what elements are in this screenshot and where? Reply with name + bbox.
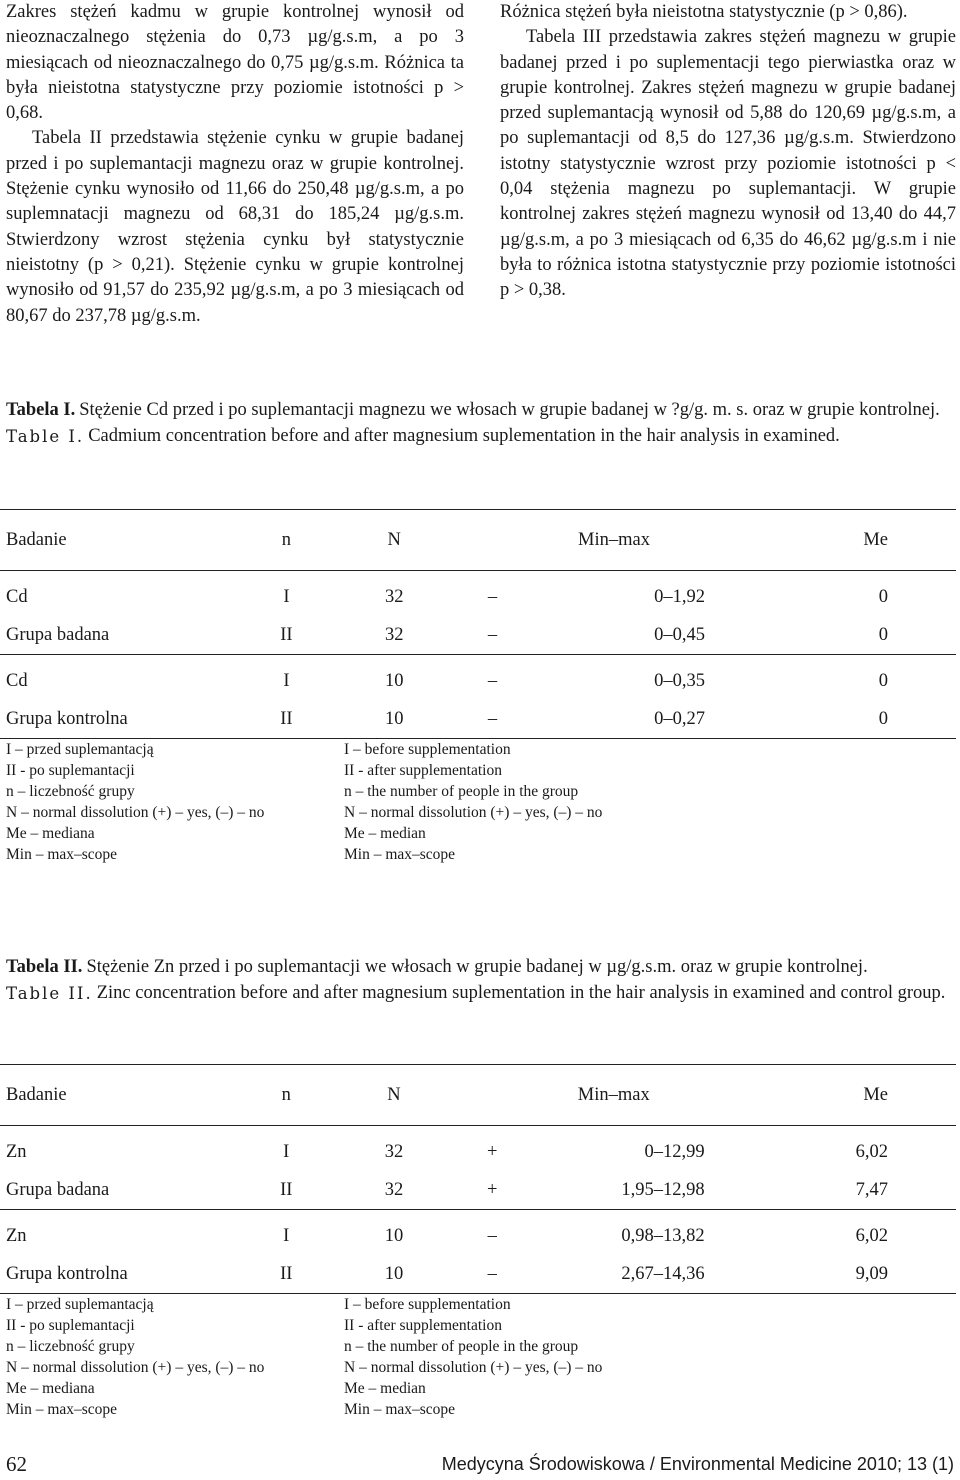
caption-text-en: Cadmium concentration before and after magnesium suplementation in the hair analysis in examined. <box>88 425 840 446</box>
table-header-row <box>0 510 956 571</box>
table-cell: Grupa kontrolna <box>0 1255 247 1294</box>
legend-item: Me – mediana <box>6 1380 95 1397</box>
paragraph: Tabela III przedstawia zakres stężeń magnezu w grupie badanej przed i po suplementacji tego pierwiastka oraz w grupie kontrolnej. Zakres stężeń magnezu w grupie badanej przed suplemantacją wynosił od 5,88 do 120,69 µg/g.s.m, a po suplemantacji od 8,5 do 127,36 µg/g.s.m. Stwierdzono istotny statystycznie wzrost przy poziomie istotności p < 0,04 stężenia magnezu po suplemantacji. W grupie kontrolnej zakres stężeń magnezu wynosił od 13,40 do 44,7 µg/g.s.m, a po 3 miesiącach od 6,35 do 46,62 µg/g.s.m i nie była to różnica istotna statystycznie przy poziomie istotności p > 0,38. <box>500 27 956 301</box>
table-cell: 0 <box>706 700 956 739</box>
table-cell: I <box>283 1225 290 1246</box>
table-cell: – <box>463 616 522 655</box>
page-footer <box>6 1452 954 1478</box>
caption-label-en: Table II. <box>6 983 93 1003</box>
table-cell: I <box>283 1141 290 1162</box>
table-1-caption <box>6 398 954 449</box>
table-cell: 0–0,45 <box>522 616 706 655</box>
caption-label-en: Table I. <box>6 426 85 446</box>
table-cell: 10 <box>384 670 404 691</box>
table-cell: – <box>487 586 498 607</box>
table-cell: Grupa kontrolna <box>0 700 247 739</box>
column-header: n <box>247 1065 325 1126</box>
column-header-empty <box>463 1065 522 1126</box>
caption-label-pl: Tabela II. <box>6 957 83 977</box>
legend-item: Min – max–scope <box>6 846 118 863</box>
paragraph: Różnica stężeń była nieistotna statystycznie (p > 0,86). <box>500 2 908 22</box>
table-cell: – <box>487 1225 497 1246</box>
table-cell: 1,95–12,98 <box>522 1171 706 1210</box>
table-cell: Cd <box>6 670 28 691</box>
legend-item: N – normal dissolution (+) – yes, (–) – no <box>6 804 265 821</box>
table-1 <box>0 509 956 739</box>
legend-item: N – normal dissolution (+) – yes, (–) – no <box>6 1359 265 1376</box>
legend-item: n – liczebność grupy <box>6 783 135 800</box>
legend-item: N – normal dissolution (+) – yes, (–) – no <box>344 1359 603 1376</box>
table-cell: – <box>463 700 522 739</box>
legend-item: I – przed suplemantacją <box>6 1296 154 1313</box>
legend-item: Me – median <box>344 1380 426 1397</box>
table-cell: 10 <box>384 1225 404 1246</box>
table-cell: 0–12,99 <box>644 1141 705 1162</box>
table-cell: 32 <box>384 1141 404 1162</box>
table-cell: 0–0,27 <box>522 700 706 739</box>
table-row <box>0 1126 956 1172</box>
column-header: n <box>247 510 325 571</box>
column-header: Badanie <box>0 510 247 571</box>
legend-pl <box>6 1294 336 1420</box>
column-header: Min–max <box>522 510 706 571</box>
legend-item: N – normal dissolution (+) – yes, (–) – no <box>344 804 603 821</box>
table-row <box>0 1255 956 1294</box>
table-cell: + <box>463 1171 522 1210</box>
table-cell: Zn <box>6 1225 27 1246</box>
table-cell: Grupa badana <box>0 1171 247 1210</box>
table-cell: 32 <box>325 1171 462 1210</box>
column-header: N <box>325 1065 462 1126</box>
table-cell: 2,67–14,36 <box>522 1255 706 1294</box>
table-row <box>0 1210 956 1256</box>
table-cell: I <box>283 586 290 607</box>
legend-item: n – the number of people in the group <box>344 783 579 800</box>
table-cell: 32 <box>384 586 404 607</box>
text-column-left <box>6 0 464 329</box>
table-cell: 10 <box>326 700 463 739</box>
legend-item: II - po suplemantacji <box>6 1317 135 1334</box>
column-header: Me <box>706 1065 956 1126</box>
legend-item: II - po suplemantacji <box>6 762 135 779</box>
legend-item: I – before supplementation <box>344 741 511 758</box>
page-number: 62 <box>6 1452 27 1476</box>
legend-en <box>344 739 744 865</box>
legend-item: Min – max–scope <box>6 1401 118 1418</box>
table-cell: II <box>247 616 325 655</box>
table-cell: Zn <box>6 1141 27 1162</box>
journal-name: Medycyna Środowiskowa / Environmental Medicine 2010; 13 (1) <box>441 1454 954 1474</box>
paragraph: Tabela II przedstawia stężenie cynku w grupie badanej przed i po suplemantacji magnezu oraz w grupie kontrolnej. Stężenie cynku wynosiło od 11,66 do 250,48 µg/g.s.m, a po suplemnatacji magnezu od 68,31 do 185,24 µg/g.s.m. Stwierdzony wzrost stężenia cynku był statystycznie nieistotny (p > 0,21). Stężenie cynku w grupie kontrolnej wynosiło od 91,57 do 235,92 µg/g.s.m, a po 3 miesiącach od 80,67 do 237,78 µg/g.s.m. <box>6 128 464 326</box>
table-2 <box>0 1064 956 1294</box>
table-cell: 0–1,92 <box>654 586 705 607</box>
legend-item: I – before supplementation <box>344 1296 511 1313</box>
table-cell: II <box>247 1171 325 1210</box>
table-cell: I <box>283 670 290 691</box>
table-cell: – <box>487 670 498 691</box>
caption-text-pl: Stężenie Zn przed i po suplemantacji we włosach w grupie badanej w µg/g.s.m. oraz w grupie kontrolnej. <box>86 957 868 977</box>
table-row <box>0 616 956 655</box>
column-header: Badanie <box>0 1065 247 1126</box>
legend-item: II - after supplementation <box>344 762 502 779</box>
table-cell: 9,09 <box>706 1255 956 1294</box>
table-cell: Grupa badana <box>0 616 247 655</box>
legend-item: Min – max–scope <box>344 846 456 863</box>
caption-text-pl: Stężenie Cd przed i po suplemantacji magnezu we włosach w grupie badanej w ?g/g. m. s. oraz w grupie kontrolnej. <box>79 400 940 420</box>
table-cell: II <box>247 1255 325 1294</box>
legend-pl <box>6 739 336 865</box>
table-2-caption <box>6 955 954 1006</box>
caption-label-pl: Tabela I. <box>6 400 76 420</box>
legend-item: n – the number of people in the group <box>344 1338 579 1355</box>
legend-item: Me – median <box>344 825 426 842</box>
column-header: N <box>326 510 463 571</box>
legend-item: I – przed suplemantacją <box>6 741 154 758</box>
legend-item: II - after supplementation <box>344 1317 502 1334</box>
table-cell: 7,47 <box>706 1171 956 1210</box>
column-header: Me <box>706 510 956 571</box>
table-cell: 0 <box>878 586 888 607</box>
table-cell: 0–0,35 <box>654 670 705 691</box>
table-cell: 32 <box>326 616 463 655</box>
table-cell: 0 <box>706 616 956 655</box>
legend-item: Min – max–scope <box>344 1401 456 1418</box>
column-header-empty <box>463 510 522 571</box>
table-row <box>0 1171 956 1210</box>
legend-item: n – liczebność grupy <box>6 1338 135 1355</box>
table-row <box>0 571 956 617</box>
legend-item: Me – mediana <box>6 825 95 842</box>
table-row <box>0 700 956 739</box>
column-header: Min–max <box>522 1065 706 1126</box>
table-header-row <box>0 1065 956 1126</box>
table-cell: 6,02 <box>855 1225 888 1246</box>
table-cell: 0 <box>878 670 888 691</box>
text-column-right <box>500 0 956 304</box>
caption-text-en: Zinc concentration before and after magnesium suplementation in the hair analysis in examined and control group. <box>96 982 946 1003</box>
table-cell: 6,02 <box>855 1141 888 1162</box>
table-cell: II <box>247 700 325 739</box>
table-cell: – <box>463 1255 522 1294</box>
table-cell: 0,98–13,82 <box>621 1225 705 1246</box>
table-cell: Cd <box>6 586 28 607</box>
paragraph: Zakres stężeń kadmu w grupie kontrolnej wynosił od nieoznaczalnego stężenia do 0,73 µg/g.s.m, a po 3 miesiącach od nieoznaczalnego do 0,75 µg/g.s.m. Różnica ta była nieistotna statystyczne przy poziomie istotności p > 0,68. <box>6 2 464 124</box>
table-cell: 10 <box>325 1255 462 1294</box>
legend-en <box>344 1294 744 1420</box>
table-cell: + <box>486 1141 498 1162</box>
table-row <box>0 655 956 701</box>
